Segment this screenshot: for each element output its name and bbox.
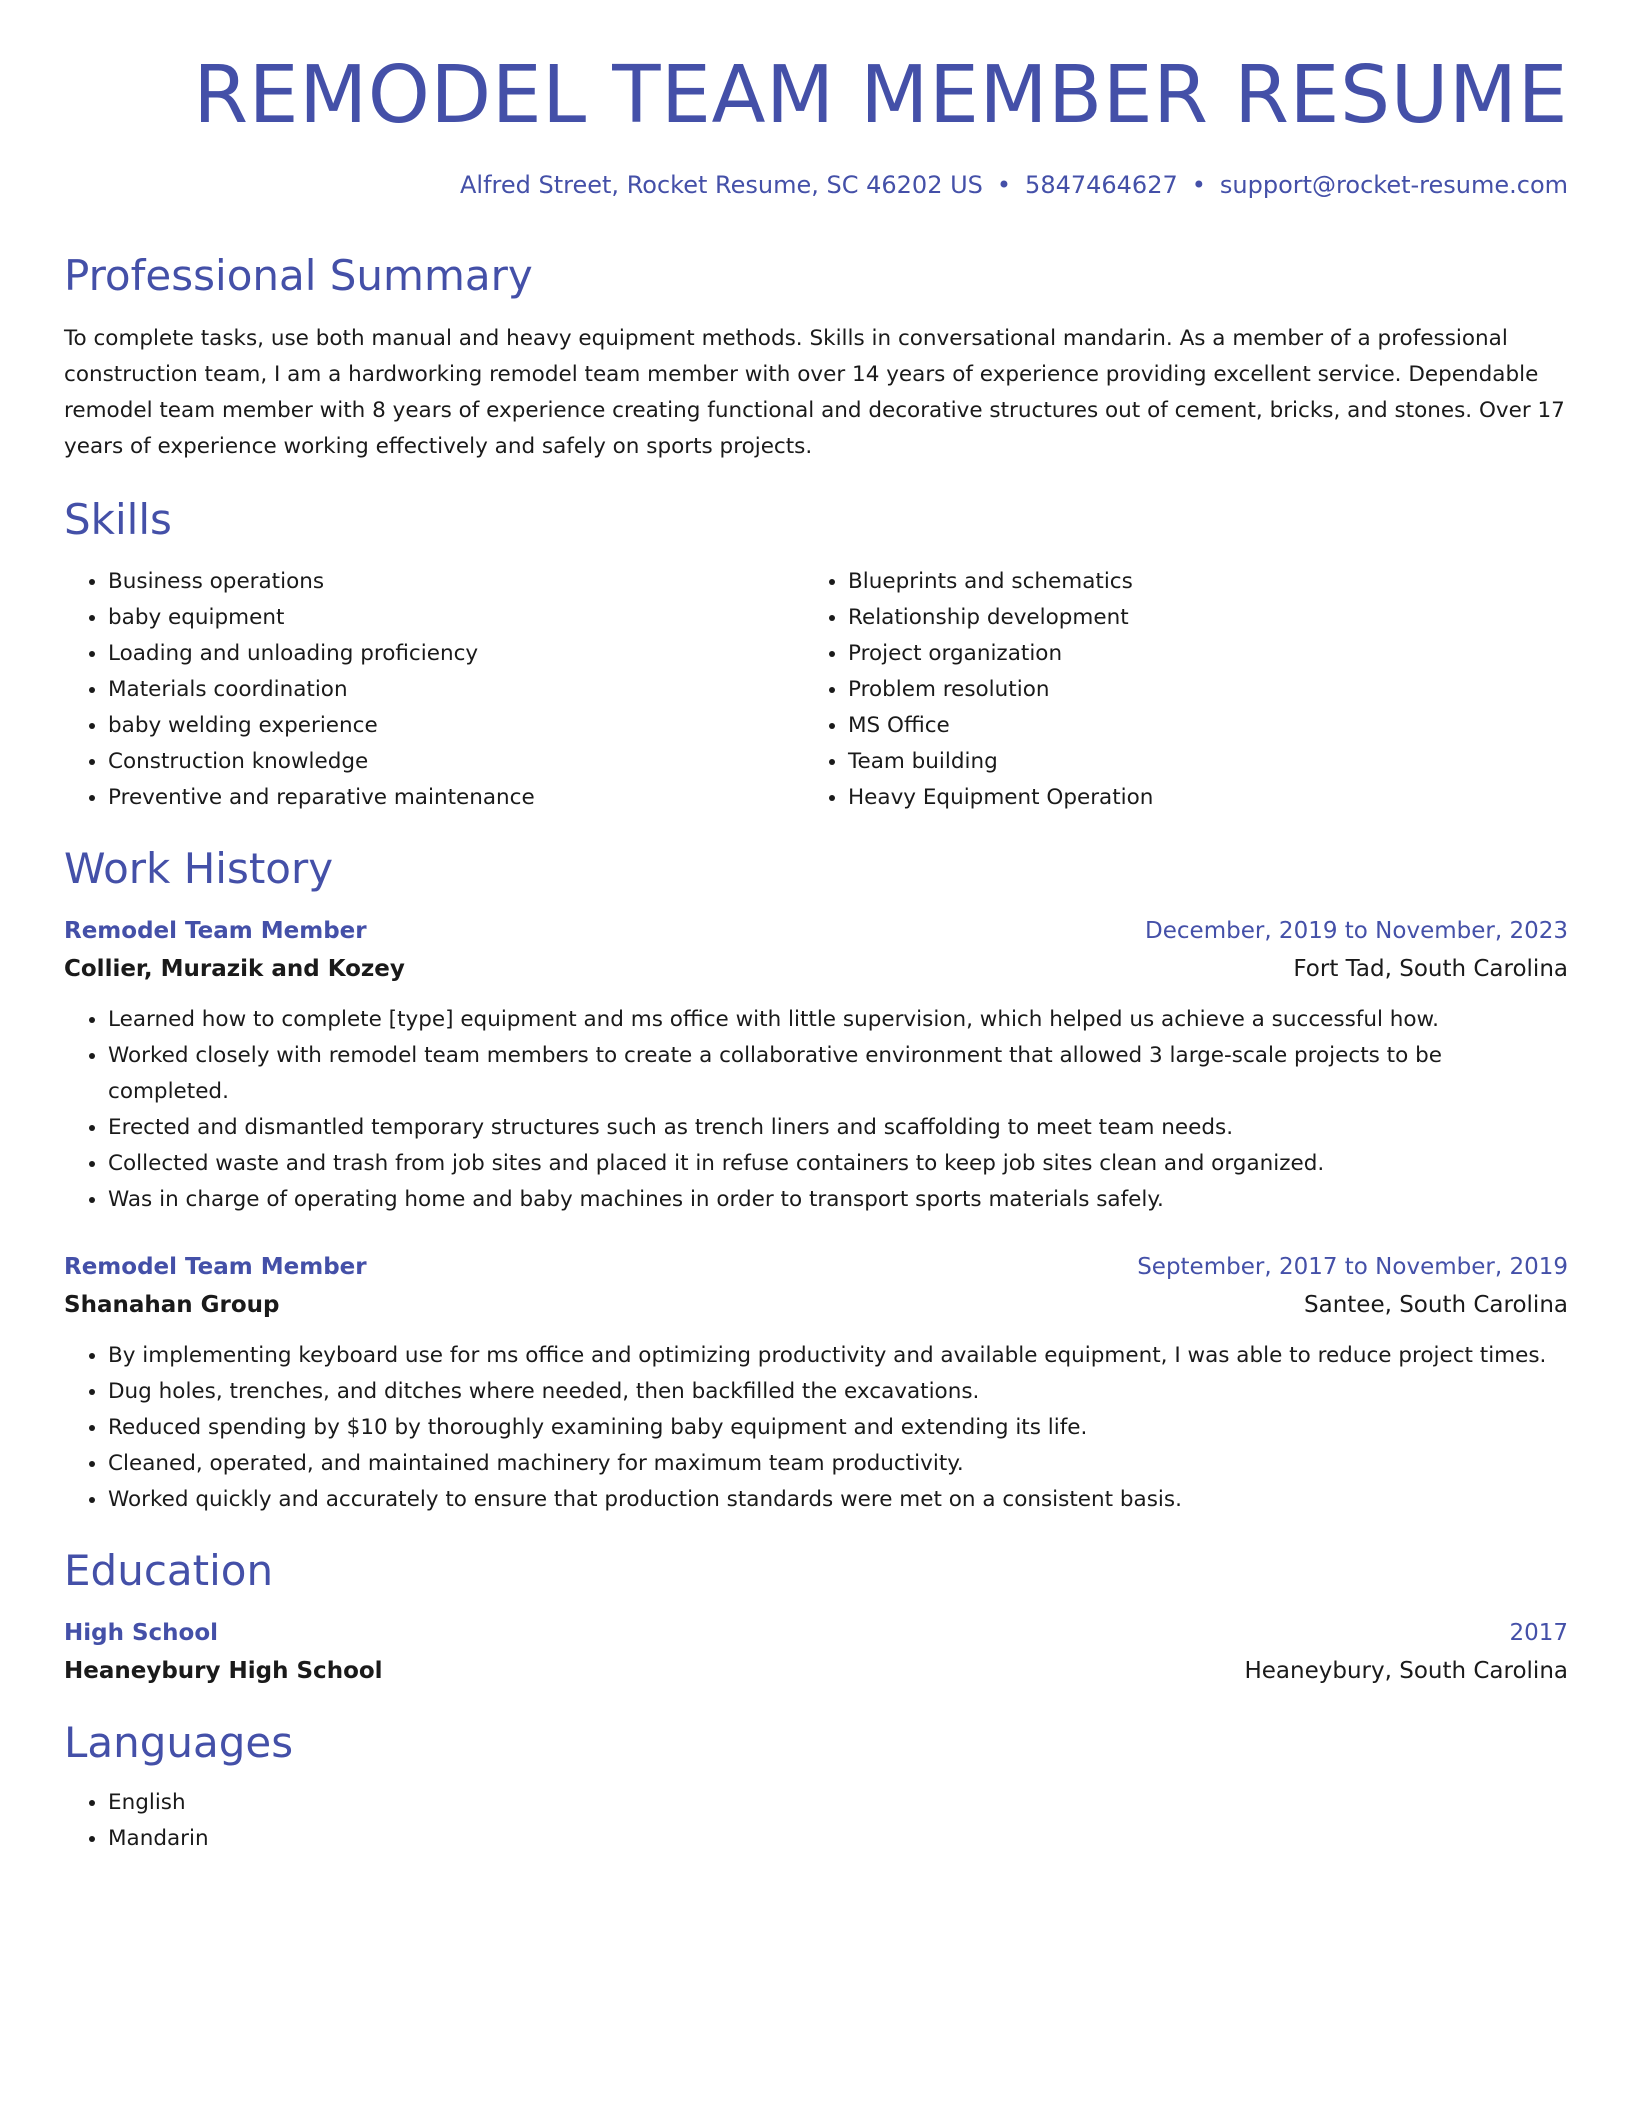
skill-item: • Relationship development bbox=[848, 600, 1544, 636]
languages-heading: Languages bbox=[64, 1718, 294, 1768]
job-dates: December, 2019 to November, 2023 bbox=[1145, 918, 1568, 945]
job-bullet: • Reduced spending by $10 by thoroughly examining baby equipment and extending its life. bbox=[108, 1410, 1568, 1446]
job-bullet: • Learned how to complete [type] equipment and ms office with little supervision, which helped us achieve a successful how. bbox=[108, 1002, 1568, 1038]
contact-separator: • bbox=[1191, 170, 1206, 199]
summary-text: To complete tasks, use both manual and heavy equipment methods. Skills in conversational mandarin. As a member of a professional construction team, I am a hardworking remodel team member with over 14 years of experience providing excellent service. Dependable remodel team member with 8 years of experience creating functional and decorative structures out of cement, bricks, and stones. Over 17 years of experience working effectively and safely on sports projects. bbox=[64, 326, 1565, 460]
languages-list bbox=[64, 1785, 1568, 1857]
education-degree: High School bbox=[64, 1620, 219, 1647]
job-company-row bbox=[64, 1286, 1568, 1324]
education-location: Heaneybury, South Carolina bbox=[1244, 1658, 1568, 1685]
job-company: Shanahan Group bbox=[64, 1292, 280, 1319]
contact-line bbox=[64, 170, 1568, 199]
contact-email: support@rocket-resume.com bbox=[1219, 170, 1568, 199]
education-entry bbox=[64, 1614, 1568, 1690]
contact-phone: 5847464627 bbox=[1025, 170, 1178, 199]
education-year: 2017 bbox=[1509, 1620, 1568, 1647]
education-heading: Education bbox=[64, 1546, 274, 1596]
skill-item: • baby welding experience bbox=[108, 708, 804, 744]
skill-item: • Problem resolution bbox=[848, 672, 1544, 708]
job-company: Collier, Murazik and Kozey bbox=[64, 956, 405, 983]
job-bullets bbox=[64, 1002, 1568, 1218]
job-header-row bbox=[64, 912, 1568, 950]
skill-item: • baby equipment bbox=[108, 600, 804, 636]
language-item: • English bbox=[108, 1785, 1568, 1821]
skill-item: • Team building bbox=[848, 744, 1544, 780]
job-title: Remodel Team Member bbox=[64, 1254, 367, 1281]
skill-item: • MS Office bbox=[848, 708, 1544, 744]
job-title: Remodel Team Member bbox=[64, 918, 367, 945]
job-bullets bbox=[64, 1338, 1568, 1518]
job-bullet: • Was in charge of operating home and baby machines in order to transport sports materials safely. bbox=[108, 1182, 1568, 1218]
job-dates: September, 2017 to November, 2019 bbox=[1137, 1254, 1568, 1281]
work-history-heading: Work History bbox=[64, 843, 334, 893]
job-location: Fort Tad, South Carolina bbox=[1293, 956, 1568, 983]
skill-item: • Heavy Equipment Operation bbox=[848, 780, 1544, 816]
skills-list-right bbox=[804, 564, 1544, 816]
job-entry bbox=[64, 1248, 1568, 1518]
resume-name-title: REMODEL TEAM MEMBER RESUME bbox=[193, 49, 1568, 141]
skill-item: • Materials coordination bbox=[108, 672, 804, 708]
job-location: Santee, South Carolina bbox=[1304, 1292, 1568, 1319]
job-entry bbox=[64, 912, 1568, 1218]
education-school: Heaneybury High School bbox=[64, 1658, 383, 1685]
contact-separator: • bbox=[996, 170, 1012, 199]
skill-item: • Business operations bbox=[108, 564, 804, 600]
education-school-row bbox=[64, 1652, 1568, 1690]
contact-address: Alfred Street, Rocket Resume, SC 46202 US bbox=[460, 170, 983, 199]
job-bullet: • Worked quickly and accurately to ensure that production standards were met on a consistent basis. bbox=[108, 1482, 1568, 1518]
job-header-row bbox=[64, 1248, 1568, 1286]
skills-grid bbox=[64, 564, 1568, 816]
skill-item: • Construction knowledge bbox=[108, 744, 804, 780]
job-bullet: • Worked closely with remodel team members to create a collaborative environment that allowed 3 large-scale projects to be completed. bbox=[108, 1038, 1568, 1110]
job-bullet: • Collected waste and trash from job sites and placed it in refuse containers to keep job sites clean and organized. bbox=[108, 1146, 1568, 1182]
skill-item: • Project organization bbox=[848, 636, 1544, 672]
skills-column-left bbox=[64, 564, 804, 816]
job-bullet: • Cleaned, operated, and maintained machinery for maximum team productivity. bbox=[108, 1446, 1568, 1482]
skills-column-right bbox=[804, 564, 1544, 816]
job-bullet: • Dug holes, trenches, and ditches where needed, then backfilled the excavations. bbox=[108, 1374, 1568, 1410]
summary-heading: Professional Summary bbox=[64, 250, 533, 300]
job-company-row bbox=[64, 950, 1568, 988]
language-item: • Mandarin bbox=[108, 1821, 1568, 1857]
skill-item: • Blueprints and schematics bbox=[848, 564, 1544, 600]
education-header-row bbox=[64, 1614, 1568, 1652]
skill-item: • Preventive and reparative maintenance bbox=[108, 780, 804, 816]
job-bullet: • Erected and dismantled temporary structures such as trench liners and scaffolding to meet team needs. bbox=[108, 1110, 1568, 1146]
job-bullet: • By implementing keyboard use for ms office and optimizing productivity and available equipment, I was able to reduce project times. bbox=[108, 1338, 1568, 1374]
skills-heading: Skills bbox=[64, 495, 172, 545]
skills-list-left bbox=[64, 564, 804, 816]
skill-item: • Loading and unloading proficiency bbox=[108, 636, 804, 672]
